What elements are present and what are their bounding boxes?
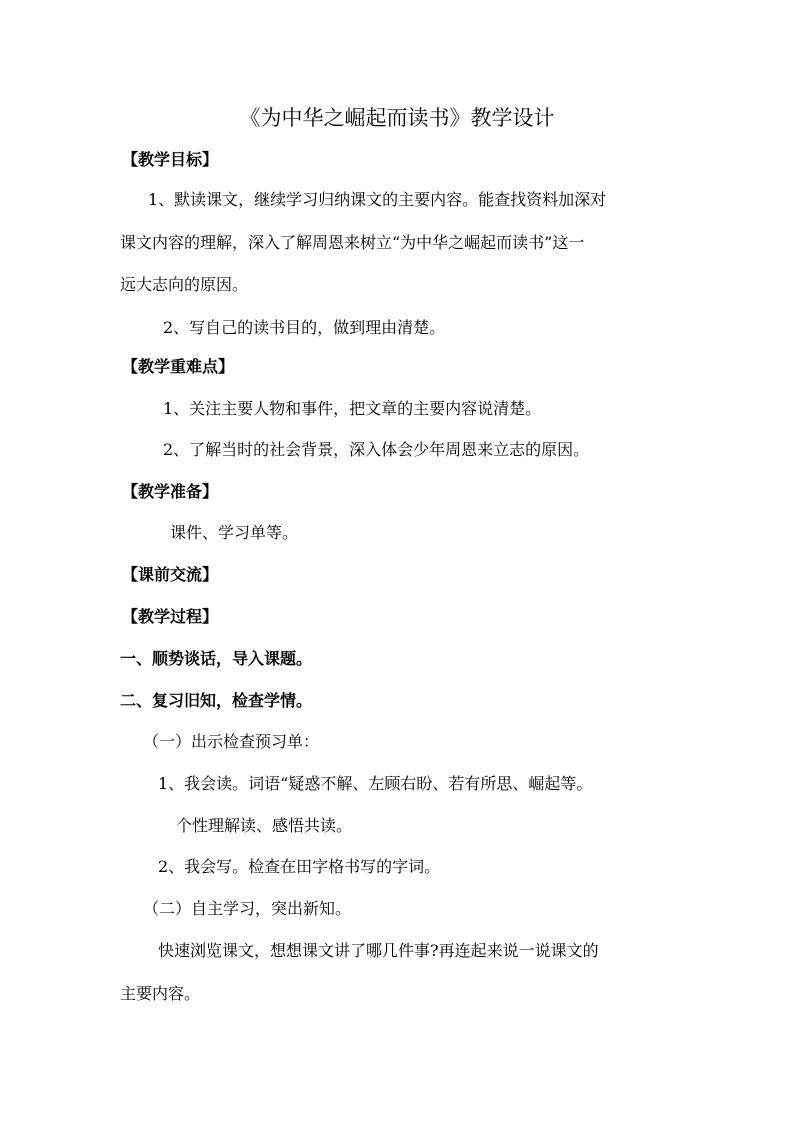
goals-heading: 【教学目标】 [122, 150, 219, 169]
process-sub1: （一）出示检查预习单： [143, 732, 320, 751]
key-points-item1: 1、关注主要人物和事件，把文章的主要内容说清楚。 [163, 399, 542, 418]
process-sub1-item1-note: 个性理解读、感悟共读。 [176, 816, 353, 835]
preparation-text: 课件、学习单等。 [170, 523, 299, 542]
process-step1: 一、顺势谈话，导入课题。 [120, 649, 313, 668]
key-points-item2: 2、了解当时的社会背景，深入体会少年周恩来立志的原因。 [163, 440, 590, 459]
process-sub2-text-line2: 主要内容。 [120, 984, 201, 1003]
process-sub2: （二）自主学习，突出新知。 [143, 899, 352, 918]
process-sub1-item2: 2、我会写。检查在田字格书写的字词。 [158, 857, 441, 876]
goals-item1-line1: 1、默读课文，继续学习归纳课文的主要内容。能查找资料加深对 [148, 190, 607, 209]
goals-item1-line3: 远大志向的原因。 [120, 275, 249, 294]
pre-class-heading: 【课前交流】 [122, 565, 219, 584]
process-heading: 【教学过程】 [122, 607, 219, 626]
process-sub1-item1: 1、我会读。词语“疑惑不解、左顾右盼、若有所思、崛起等。 [158, 774, 593, 793]
key-points-heading: 【教学重难点】 [122, 357, 235, 376]
goals-item2: 2、写自己的读书目的，做到理由清楚。 [163, 318, 446, 337]
process-step2: 二、复习旧知，检查学情。 [120, 691, 313, 710]
goals-item1-line2: 课文内容的理解，深入了解周恩来树立“为中华之崛起而读书”这一 [120, 233, 585, 252]
document-title: 《为中华之崛起而读书》教学设计 [239, 106, 555, 130]
preparation-heading: 【教学准备】 [122, 482, 219, 501]
process-sub2-text-line1: 快速浏览课文，想想课文讲了哪几件事?再连起来说一说课文的 [158, 941, 599, 960]
